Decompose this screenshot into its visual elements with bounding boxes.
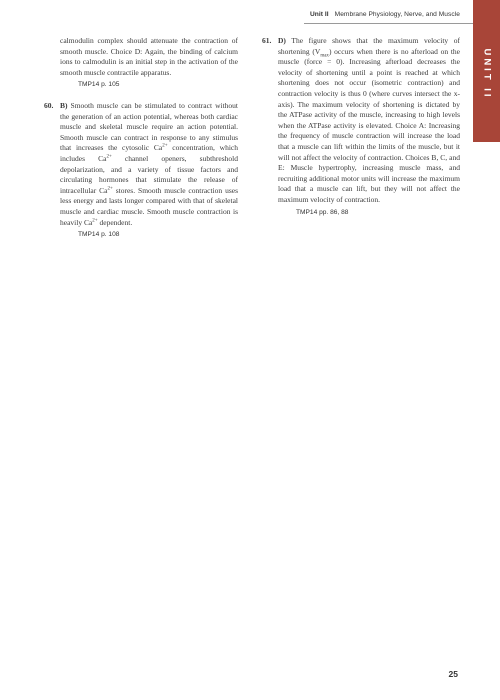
running-head-section-title: Membrane Physiology, Nerve, and Muscle — [334, 11, 460, 18]
question-60-text-2: concentration, which includes Ca — [60, 143, 238, 163]
page-number: 25 — [448, 669, 458, 679]
question-60-number: 60. — [44, 100, 54, 110]
question-60-sup-2: 2+ — [106, 154, 112, 160]
question-60-answer: B) — [60, 100, 68, 110]
continuation-reference: TMP14 p. 105 — [78, 81, 120, 89]
unit-side-tab — [473, 0, 500, 142]
question-60-sup-3: 2+ — [107, 186, 113, 192]
question-60-reference: TMP14 p. 108 — [78, 231, 120, 239]
question-61-reference: TMP14 pp. 86, 88 — [296, 208, 349, 216]
running-head — [310, 11, 470, 18]
question-60-sup-1: 2+ — [162, 143, 168, 149]
question-60-text-3: channel openers, subthreshold depolarization, and a variety of tissue factors and circulating hormones that stimulate the release of intracellular Ca — [60, 153, 238, 195]
running-head-unit: Unit II — [310, 11, 329, 18]
question-61-number: 61. — [262, 36, 272, 45]
question-60-explanation — [44, 101, 238, 228]
question-60-text-4: stores. Smooth muscle contraction uses less energy and lasts longer compared with that of skeletal muscle and cardiac muscle. Smooth muscle contraction is heavily Ca — [60, 185, 239, 227]
question-61-text-2: ) occurs when there is no afterload on the muscle (force = 0). Increasing afterload decreases the velocity of shortening until a point is reached at which shortening does not occur (isometric contraction) and contraction velocity is thus 0 (where curves intersect the x-axis). The maximum velocity of shortening is dictated by the ATPase activity of the muscle, increasing to high levels when the ATPase activity is elevated. Choice A: Increasing the frequency of muscle contraction will increase the load that a muscle can lift within the limits of the muscle, but it will not affect the velocity of contraction. Choices B, C, and E: Muscle hypertrophy, increasing muscle mass, and recruiting additional motor units will increase the maximum load that a muscle can lift, but they will not affect the maximum velocity of contraction. — [278, 46, 461, 204]
continuation-paragraph: calmodulin complex should attenuate the contraction of smooth muscle. Choice D: Again, the binding of calcium ions to calmodulin is an initial step in the activation of the smooth muscle contractile apparatus. — [60, 36, 238, 77]
right-column — [262, 36, 460, 218]
question-61-sub-1: max — [320, 53, 329, 59]
header-rule — [304, 23, 473, 24]
unit-side-tab-label: UNIT II — [481, 48, 492, 100]
question-60-sup-4: 2+ — [92, 218, 98, 223]
question-60-text-5: dependent. — [97, 217, 133, 227]
question-60-text-1: Smooth muscle can be stimulated to contract without the generation of an action potential, whereas both cardiac muscle and skeletal muscle require an action potential. Smooth muscle can contract in response to any stimulus that increases the cytosolic Ca — [60, 100, 238, 153]
question-61-text-1: The figure shows that the maximum velocity of shortening (V — [278, 36, 460, 56]
question-61-answer: D) — [278, 36, 286, 45]
left-column — [44, 36, 238, 241]
question-61-explanation — [262, 36, 460, 206]
